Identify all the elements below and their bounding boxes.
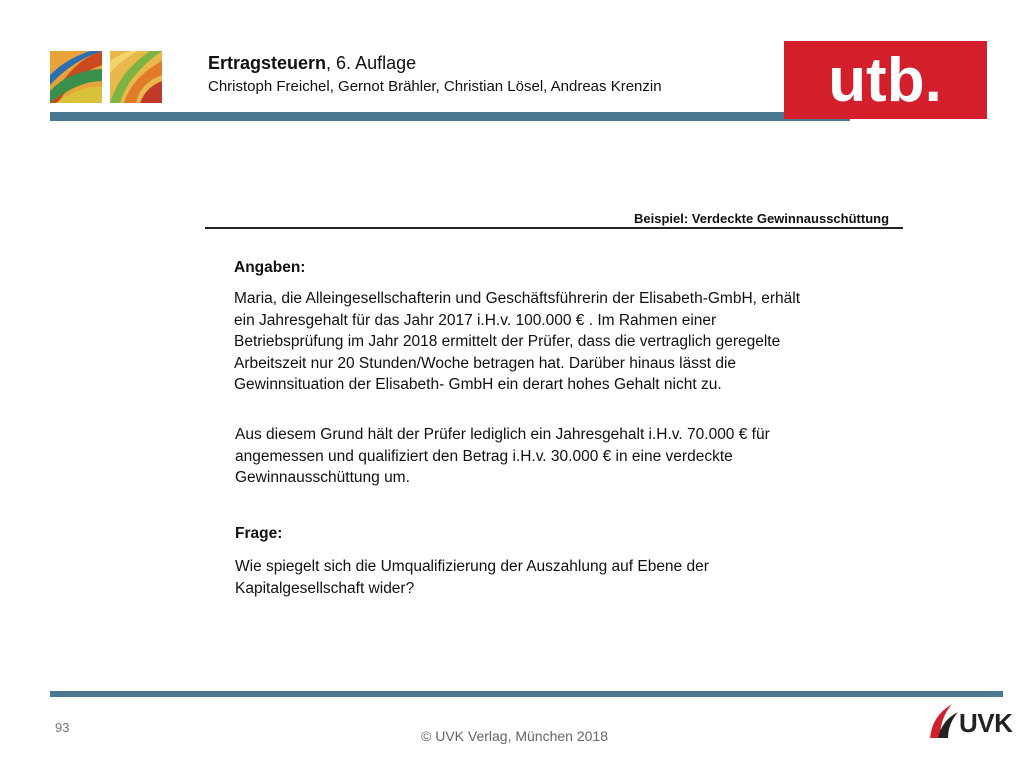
uvk-logo-text: UVK xyxy=(959,708,1013,738)
section-divider xyxy=(205,227,903,229)
pruefer-line: Aus diesem Grund hält der Prüfer lediglich ein Jahresgehalt i.H.v. 70.000 € für xyxy=(235,426,770,443)
frage-heading: Frage: xyxy=(235,525,283,542)
frage-paragraph xyxy=(235,556,875,599)
pruefer-paragraph xyxy=(235,424,875,489)
angaben-paragraph xyxy=(234,288,874,396)
book-title xyxy=(208,53,416,74)
angaben-line: ein Jahresgehalt für das Jahr 2017 i.H.v. 100.000 € . Im Rahmen einer xyxy=(234,311,717,329)
uvk-swoosh-icon xyxy=(926,702,960,740)
frage-line: Wie spiegelt sich die Umqualifizierung der Auszahlung auf Ebene der xyxy=(235,558,709,575)
page-number: 93 xyxy=(55,720,70,735)
angaben-heading: Angaben: xyxy=(234,259,306,276)
pruefer-line: angemessen und qualifiziert den Betrag i.H.v. 30.000 € in eine verdeckte xyxy=(235,447,733,465)
cover-thumbnail-right xyxy=(110,51,162,103)
book-title-bold: Ertragsteuern xyxy=(208,53,327,73)
footer-bar xyxy=(50,691,1003,697)
cover-thumbnail-left xyxy=(50,51,102,103)
book-authors: Christoph Freichel, Gernot Brähler, Christian Lösel, Andreas Krenzin xyxy=(208,78,662,95)
section-label: Beispiel: Verdeckte Gewinnausschüttung xyxy=(634,211,890,226)
angaben-line: Gewinnsituation der Elisabeth- GmbH ein derart hohes Gehalt nicht zu. xyxy=(234,376,722,394)
header-bar xyxy=(50,112,850,121)
utb-logo-text: utb. xyxy=(828,46,942,115)
angaben-line: Maria, die Alleingesellschafterin und Geschäftsführerin der Elisabeth-GmbH, erhält xyxy=(234,290,801,307)
book-title-edition: , 6. Auflage xyxy=(326,53,417,73)
utb-logo xyxy=(784,41,987,119)
copyright-notice: © UVK Verlag, München 2018 xyxy=(421,728,608,744)
pruefer-line: Gewinnausschüttung um. xyxy=(235,469,410,487)
frage-line: Kapitalgesellschaft wider? xyxy=(235,579,415,597)
angaben-line: Arbeitszeit nur 20 Stunden/Woche betragen hat. Darüber hinaus lässt die xyxy=(234,354,737,372)
angaben-line: Betriebsprüfung im Jahr 2018 ermittelt der Prüfer, dass die vertraglich geregelte xyxy=(234,333,781,351)
uvk-logo xyxy=(926,702,1013,740)
